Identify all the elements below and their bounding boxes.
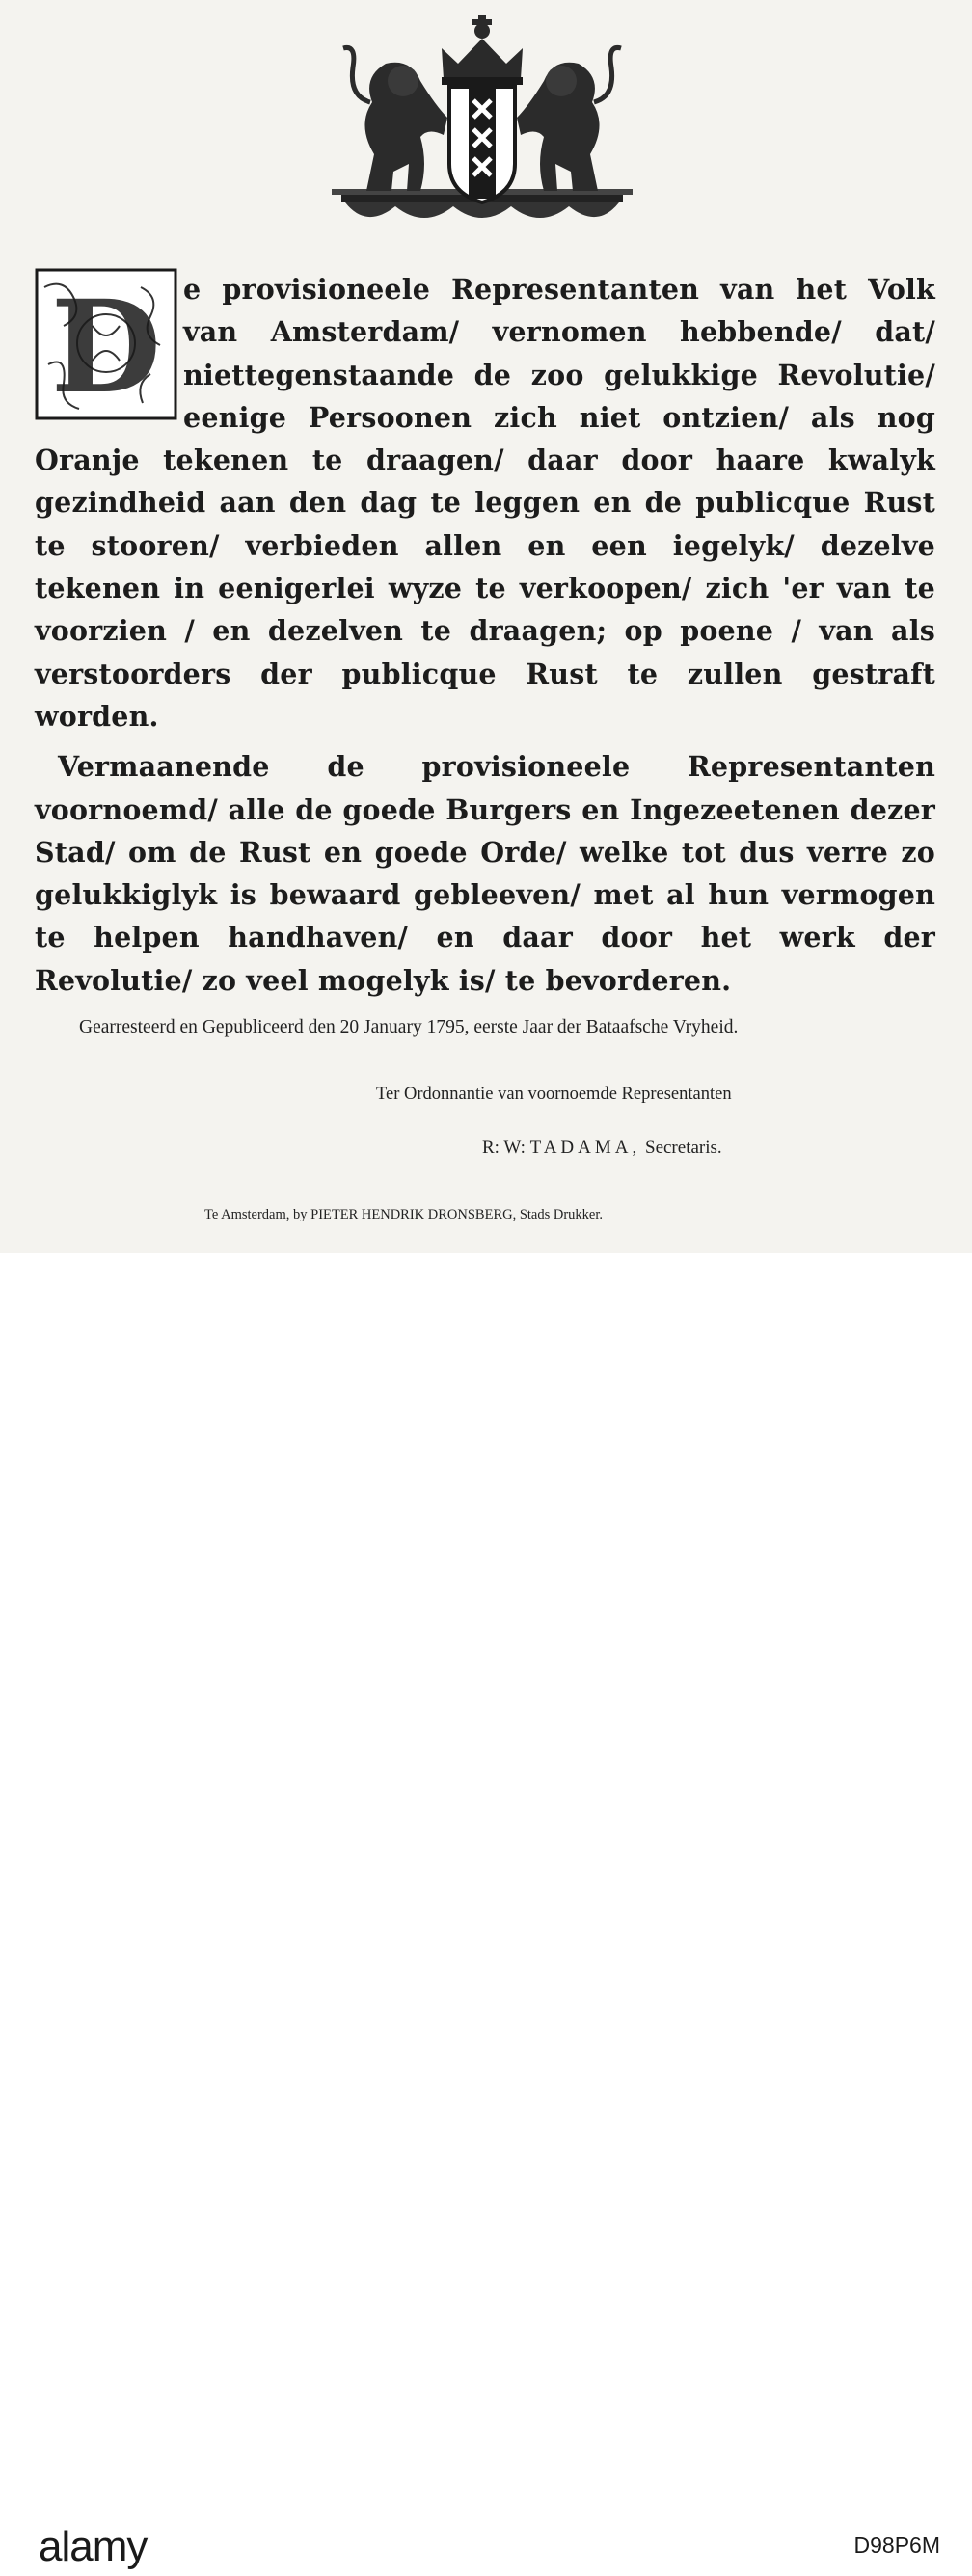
- paragraph-2: Vermaanende de provisioneele Representanten voornoemd/ alle de goede Burgers en Ingezeetenen dezer Stad/ om de Rust en goede Orde/ welke tot dus verre zo gelukkiglyk is bewaard gebleeven/ met al hun vermogen te helpen handhaven/ en daar door het werk der Revolutie/ zo veel mogelyk is/ te bevorderen.: [35, 750, 935, 997]
- watermark-logo: alamy: [39, 2523, 148, 2570]
- ordonnantie-line: Ter Ordonnantie van voornoemde Representanten: [376, 1085, 732, 1104]
- dropcap-letter: D: [50, 273, 162, 420]
- coat-of-arms-icon: [328, 10, 636, 233]
- signature-name: TADAMA,: [529, 1138, 641, 1158]
- proclamation-body: [35, 268, 935, 1002]
- publication-date-line: Gearresteerd en Gepubliceerd den 20 January 1795, eerste Jaar der Bataafsche Vryheid.: [79, 1017, 739, 1037]
- stock-footer: [0, 1253, 972, 2570]
- signature-block: [482, 1138, 887, 1159]
- printer-imprint: Te Amsterdam, by PIETER HENDRIK DRONSBERG, Stads Drukker.: [204, 1207, 604, 1222]
- image-id-label: D98P6M: [853, 2533, 940, 2558]
- paragraph-1: [35, 268, 935, 738]
- decorated-initial-icon: [35, 268, 177, 420]
- signature-title: Secretaris.: [645, 1138, 722, 1158]
- proclamation-sheet: [0, 0, 972, 1253]
- signature-initials: R: W:: [482, 1138, 526, 1158]
- paragraph-1-text: e provisioneele Representanten van het Volk van Amsterdam/ vernomen hebbende/ dat/ niettegenstaande de zoo gelukkige Revolutie/ eenige Persoonen zich niet ontzien/ als nog Oranje tekenen te draagen/ daar door haare kwalyk gezindheid aan den dag te leggen en de publicque Rust te stooren/ verbieden allen en een iegelyk/ dezelve tekenen in eenigerlei wyze te verkoopen/ zich 'er van te voorzien / en dezelven te draagen; op poene / van als verstoorders der publicque Rust te zullen gestraft worden.: [35, 273, 935, 733]
